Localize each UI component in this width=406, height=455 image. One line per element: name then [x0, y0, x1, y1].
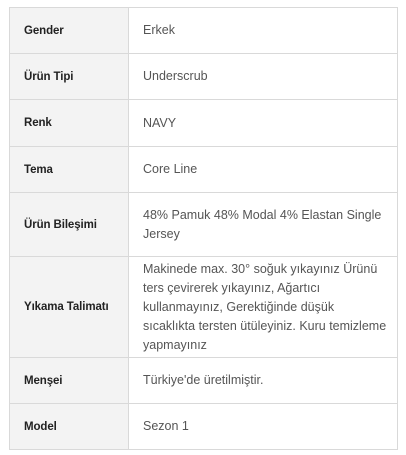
- product-specs-table: [9, 7, 398, 450]
- spec-value: 48% Pamuk 48% Modal 4% Elastan Single Jersey: [129, 193, 398, 257]
- spec-value: Core Line: [129, 147, 398, 193]
- spec-row-washing-instructions: [10, 257, 398, 358]
- spec-row-composition: [10, 193, 398, 257]
- spec-key: Gender: [10, 8, 129, 54]
- spec-row-gender: [10, 8, 398, 54]
- spec-value: Makinede max. 30° soğuk yıkayınız Ürünü ters çevirerek yıkayınız, Ağartıcı kullanmayınız, Gerektiğinde düşük sıcaklıkta tersten ütüleyiniz. Kuru temizleme yapmayınız: [129, 257, 398, 358]
- spec-key: Model: [10, 404, 129, 450]
- spec-value: NAVY: [129, 100, 398, 147]
- spec-row-color: [10, 100, 398, 147]
- spec-key: Menşei: [10, 358, 129, 404]
- spec-value: Erkek: [129, 8, 398, 54]
- spec-row-model: [10, 404, 398, 450]
- spec-key: Yıkama Talimatı: [10, 257, 129, 358]
- spec-row-product-type: [10, 54, 398, 100]
- spec-key: Ürün Bileşimi: [10, 193, 129, 257]
- spec-key: Ürün Tipi: [10, 54, 129, 100]
- spec-value: Sezon 1: [129, 404, 398, 450]
- spec-value: Türkiye'de üretilmiştir.: [129, 358, 398, 404]
- spec-value: Underscrub: [129, 54, 398, 100]
- spec-key: Tema: [10, 147, 129, 193]
- spec-row-origin: [10, 358, 398, 404]
- spec-row-theme: [10, 147, 398, 193]
- spec-key: Renk: [10, 100, 129, 147]
